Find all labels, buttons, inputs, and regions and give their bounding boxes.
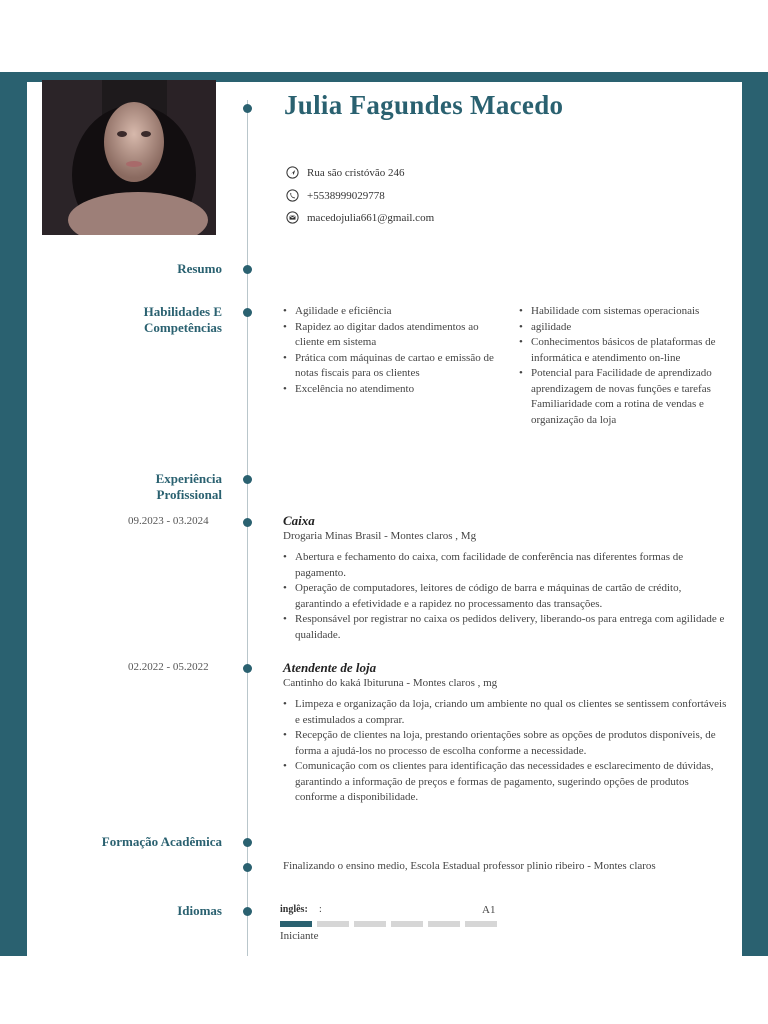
location-icon <box>286 166 299 179</box>
profile-photo <box>42 80 216 235</box>
email-text[interactable]: macedojulia661@gmail.com <box>307 211 435 224</box>
list-item: • Potencial para Facilidade de aprendizado aprendizagem de novas funções e tarefas <box>519 366 731 397</box>
timeline-line <box>247 100 248 956</box>
timeline-dot <box>243 518 252 527</box>
timeline-dot <box>243 907 252 916</box>
timeline-dot <box>243 308 252 317</box>
section-title-summary: Resumo <box>177 261 222 276</box>
contact-email <box>286 211 434 224</box>
language-separator: : <box>319 904 322 915</box>
job-duties-list <box>283 550 727 643</box>
list-item: • Prática com máquinas de cartao e emissão de notas fiscais para os clientes <box>283 351 508 382</box>
job-title: Atendente de loja <box>283 660 377 675</box>
level-bar-segment <box>465 921 497 927</box>
level-bar-segment <box>428 921 460 927</box>
list-item: • Limpeza e organização da loja, criando um ambiente no qual os clientes se sentissem confortáveis e estimulados a comprar. <box>283 697 727 728</box>
section-title-languages: Idiomas <box>177 903 222 918</box>
level-bar-segment <box>354 921 386 927</box>
timeline-dot <box>243 265 252 274</box>
job-duties-list <box>283 697 727 806</box>
level-bar-segment <box>391 921 423 927</box>
contact-address <box>286 166 404 179</box>
language-name: inglês: <box>280 904 308 915</box>
section-title-experience: Experiência Profissional <box>155 471 222 502</box>
job-company: Cantinho do kaká Ibituruna - Montes claros , mg <box>283 677 498 689</box>
section-title-skills: Habilidades E Competências <box>143 304 222 335</box>
job-dates: 02.2022 - 05.2022 <box>128 661 209 673</box>
phone-text[interactable]: +5538999029778 <box>307 189 385 202</box>
list-item: • agilidade <box>519 320 731 336</box>
job-title: Caixa <box>283 513 315 528</box>
timeline-dot <box>243 475 252 484</box>
timeline-dot <box>243 863 252 872</box>
language-level-label: Iniciante <box>280 930 319 942</box>
language-level-bar <box>280 921 497 927</box>
address-text: Rua são cristóvão 246 <box>307 166 405 179</box>
timeline-dot <box>243 104 252 113</box>
list-item: • Abertura e fechamento do caixa, com facilidade de conferência nas diferentes formas de pagamento. <box>283 550 727 581</box>
skills-list-left <box>283 304 508 397</box>
timeline-dot <box>243 838 252 847</box>
list-item: • Recepção de clientes na loja, prestando orientações sobre as opções de produtos disponíveis, de forma a ajudá-los no processo de escolha conforme a necessidade. <box>283 728 727 759</box>
level-bar-segment <box>280 921 312 927</box>
email-icon <box>286 211 299 224</box>
contact-phone <box>286 189 385 202</box>
education-entry: Finalizando o ensino medio, Escola Estadual professor plinio ribeiro - Montes claros <box>283 860 656 872</box>
list-item: • Operação de computadores, leitores de código de barra e máquinas de cartão de crédito, garantindo a efetividade e a rapidez no processamento das transações. <box>283 581 727 612</box>
list-item: • Agilidade e eficiência <box>283 304 508 320</box>
list-item: • Responsável por registrar no caixa os pedidos delivery, liberando-os para entrega com agilidade e qualidade. <box>283 612 727 643</box>
job-company: Drogaria Minas Brasil - Montes claros , Mg <box>283 530 477 542</box>
phone-icon <box>286 189 299 202</box>
level-bar-segment <box>317 921 349 927</box>
list-item: • Habilidade com sistemas operacionais <box>519 304 731 320</box>
list-item: • Rapidez ao digitar dados atendimentos ao cliente em sistema <box>283 320 508 351</box>
candidate-name: Julia Fagundes Macedo <box>284 90 564 120</box>
list-item: Familiaridade com a rotina de vendas e organização da loja <box>531 398 704 426</box>
section-title-education: Formação Acadêmica <box>101 834 222 849</box>
timeline-dot <box>243 664 252 673</box>
job-dates: 09.2023 - 03.2024 <box>128 515 209 527</box>
list-item: • Conhecimentos básicos de plataformas de informática e atendimento on-line <box>519 335 731 366</box>
list-item: • Comunicação com os clientes para identificação das necessidades e esclarecimento de dúvidas, garantindo a informação de preços e formas de pagamento, sugerindo opções de produtos conforme a disponibilidade. <box>283 759 727 806</box>
language-level-code: A1 <box>482 904 496 916</box>
list-item: • Excelência no atendimento <box>283 382 508 398</box>
skills-list-right <box>519 304 731 428</box>
